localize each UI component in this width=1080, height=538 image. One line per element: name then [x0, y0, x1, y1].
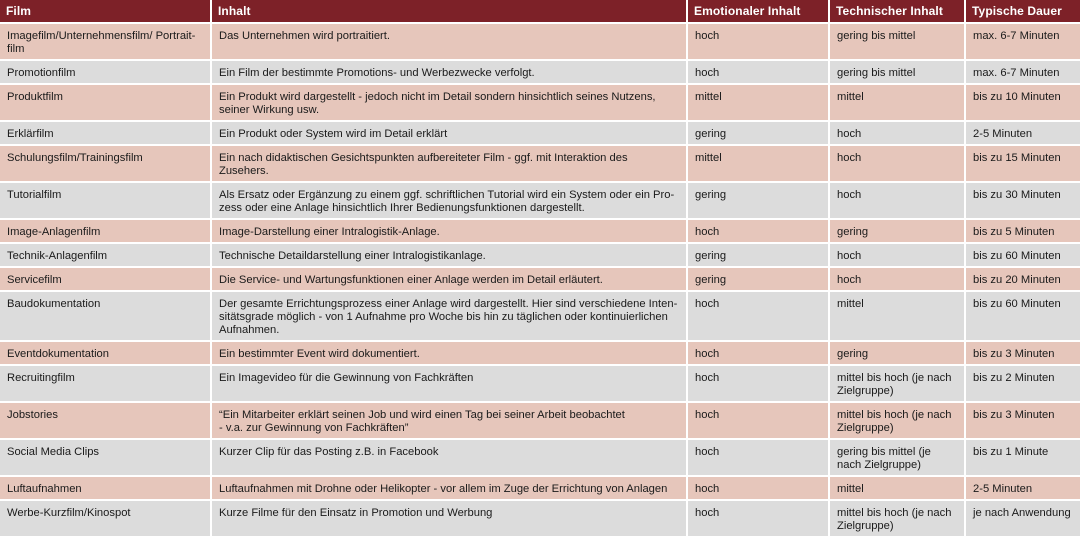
cell-typische-dauer: bis zu 3 Minuten	[966, 403, 1080, 440]
cell-film: Image-Anlagenfilm	[0, 220, 212, 244]
cell-typische-dauer: bis zu 20 Minuten	[966, 268, 1080, 292]
cell-emotionaler-inhalt: hoch	[688, 342, 830, 366]
cell-typische-dauer: max. 6-7 Minuten	[966, 24, 1080, 61]
cell-technischer-inhalt: mittel	[830, 477, 966, 501]
cell-technischer-inhalt: hoch	[830, 268, 966, 292]
cell-emotionaler-inhalt: hoch	[688, 61, 830, 85]
cell-inhalt: Kurzer Clip für das Posting z.B. in Facebook	[212, 440, 688, 477]
table-row	[0, 501, 1080, 538]
header-typische-dauer: Typische Dauer	[966, 0, 1080, 24]
cell-technischer-inhalt: gering	[830, 342, 966, 366]
table-row	[0, 61, 1080, 85]
cell-typische-dauer: bis zu 60 Minuten	[966, 292, 1080, 342]
cell-technischer-inhalt: hoch	[830, 146, 966, 183]
cell-film: Promotionfilm	[0, 61, 212, 85]
cell-typische-dauer: bis zu 15 Minuten	[966, 146, 1080, 183]
cell-typische-dauer: max. 6-7 Minuten	[966, 61, 1080, 85]
table-row	[0, 244, 1080, 268]
cell-emotionaler-inhalt: hoch	[688, 501, 830, 538]
cell-inhalt: Technische Detaildarstellung einer Intralogistikanlage.	[212, 244, 688, 268]
cell-inhalt: Ein nach didaktischen Gesichtspunkten aufbereiteter Film - ggf. mit Interaktion des Zusehers.	[212, 146, 688, 183]
cell-technischer-inhalt: gering bis mittel (je nach Zielgruppe)	[830, 440, 966, 477]
cell-emotionaler-inhalt: hoch	[688, 403, 830, 440]
header-emotionaler-inhalt: Emotionaler Inhalt	[688, 0, 830, 24]
cell-inhalt: Das Unternehmen wird portraitiert.	[212, 24, 688, 61]
cell-technischer-inhalt: hoch	[830, 122, 966, 146]
cell-emotionaler-inhalt: mittel	[688, 85, 830, 122]
cell-technischer-inhalt: mittel bis hoch (je nach Zielgruppe)	[830, 366, 966, 403]
cell-inhalt: Ein Film der bestimmte Promotions- und Werbezwecke verfolgt.	[212, 61, 688, 85]
cell-film: Recruitingfilm	[0, 366, 212, 403]
cell-technischer-inhalt: gering bis mittel	[830, 61, 966, 85]
header-row	[0, 0, 1080, 24]
cell-film: Eventdokumentation	[0, 342, 212, 366]
cell-emotionaler-inhalt: hoch	[688, 24, 830, 61]
cell-technischer-inhalt: gering bis mittel	[830, 24, 966, 61]
header-film: Film	[0, 0, 212, 24]
cell-typische-dauer: bis zu 30 Minuten	[966, 183, 1080, 220]
cell-typische-dauer: bis zu 3 Minuten	[966, 342, 1080, 366]
cell-technischer-inhalt: mittel bis hoch (je nach Zielgruppe)	[830, 403, 966, 440]
cell-typische-dauer: je nach Anwendung	[966, 501, 1080, 538]
table-row	[0, 183, 1080, 220]
table-row	[0, 122, 1080, 146]
cell-technischer-inhalt: gering	[830, 220, 966, 244]
table-row	[0, 24, 1080, 61]
cell-technischer-inhalt: hoch	[830, 244, 966, 268]
table-row	[0, 268, 1080, 292]
cell-emotionaler-inhalt: hoch	[688, 440, 830, 477]
cell-film: Jobstories	[0, 403, 212, 440]
table-row	[0, 403, 1080, 440]
cell-technischer-inhalt: hoch	[830, 183, 966, 220]
table-row	[0, 85, 1080, 122]
cell-film: Technik-Anlagenfilm	[0, 244, 212, 268]
cell-emotionaler-inhalt: hoch	[688, 366, 830, 403]
cell-inhalt: Ein Imagevideo für die Gewinnung von Fachkräften	[212, 366, 688, 403]
cell-film: Erklärfilm	[0, 122, 212, 146]
cell-technischer-inhalt: mittel	[830, 292, 966, 342]
table-row	[0, 292, 1080, 342]
cell-film: Servicefilm	[0, 268, 212, 292]
cell-film: Luftaufnahmen	[0, 477, 212, 501]
cell-technischer-inhalt: mittel	[830, 85, 966, 122]
cell-emotionaler-inhalt: gering	[688, 122, 830, 146]
cell-film: Imagefilm/Unternehmensfilm/ Portrait- film	[0, 24, 212, 61]
cell-film: Produktfilm	[0, 85, 212, 122]
table-row	[0, 342, 1080, 366]
cell-emotionaler-inhalt: hoch	[688, 220, 830, 244]
cell-inhalt: “Ein Mitarbeiter erklärt seinen Job und wird einen Tag bei seiner Arbeit beobachtet - v.a. zur Gewinnung von Fachkräften”	[212, 403, 688, 440]
cell-film: Tutorialfilm	[0, 183, 212, 220]
cell-inhalt: Ein bestimmter Event wird dokumentiert.	[212, 342, 688, 366]
cell-emotionaler-inhalt: gering	[688, 183, 830, 220]
cell-inhalt: Ein Produkt oder System wird im Detail erklärt	[212, 122, 688, 146]
cell-typische-dauer: 2-5 Minuten	[966, 122, 1080, 146]
cell-film: Schulungsfilm/Trainingsfilm	[0, 146, 212, 183]
table-row	[0, 477, 1080, 501]
cell-typische-dauer: 2-5 Minuten	[966, 477, 1080, 501]
cell-typische-dauer: bis zu 60 Minuten	[966, 244, 1080, 268]
cell-film: Social Media Clips	[0, 440, 212, 477]
cell-inhalt: Luftaufnahmen mit Drohne oder Helikopter - vor allem im Zuge der Errichtung von Anlagen	[212, 477, 688, 501]
cell-inhalt: Die Service- und Wartungsfunktionen einer Anlage werden im Detail erläutert.	[212, 268, 688, 292]
cell-technischer-inhalt: mittel bis hoch (je nach Zielgruppe)	[830, 501, 966, 538]
cell-emotionaler-inhalt: mittel	[688, 146, 830, 183]
cell-typische-dauer: bis zu 2 Minuten	[966, 366, 1080, 403]
cell-film: Werbe-Kurzfilm/Kinospot	[0, 501, 212, 538]
cell-inhalt: Ein Produkt wird dargestellt - jedoch nicht im Detail sondern hinsichtlich seines Nutzens, seiner Wirkung usw.	[212, 85, 688, 122]
cell-emotionaler-inhalt: gering	[688, 244, 830, 268]
cell-typische-dauer: bis zu 1 Minute	[966, 440, 1080, 477]
cell-inhalt: Der gesamte Errichtungsprozess einer Anlage wird dargestellt. Hier sind verschiedene Inten- sitätsgrade möglich - von 1 Aufnahme pro Woche bis hin zu täglichen oder kontinuierlichen Aufnahmen.	[212, 292, 688, 342]
cell-emotionaler-inhalt: gering	[688, 268, 830, 292]
cell-typische-dauer: bis zu 5 Minuten	[966, 220, 1080, 244]
cell-inhalt: Kurze Filme für den Einsatz in Promotion und Werbung	[212, 501, 688, 538]
table-row	[0, 220, 1080, 244]
cell-inhalt: Image-Darstellung einer Intralogistik-Anlage.	[212, 220, 688, 244]
table-row	[0, 440, 1080, 477]
table-row	[0, 366, 1080, 403]
header-inhalt: Inhalt	[212, 0, 688, 24]
cell-film: Baudokumentation	[0, 292, 212, 342]
cell-inhalt: Als Ersatz oder Ergänzung zu einem ggf. schriftlichen Tutorial wird ein System oder ein Pro- zess oder eine Anlage hinsichtlich Ihrer Bedienungsfunktionen dargestellt.	[212, 183, 688, 220]
table-row	[0, 146, 1080, 183]
cell-emotionaler-inhalt: hoch	[688, 292, 830, 342]
cell-typische-dauer: bis zu 10 Minuten	[966, 85, 1080, 122]
cell-emotionaler-inhalt: hoch	[688, 477, 830, 501]
header-technischer-inhalt: Technischer Inhalt	[830, 0, 966, 24]
